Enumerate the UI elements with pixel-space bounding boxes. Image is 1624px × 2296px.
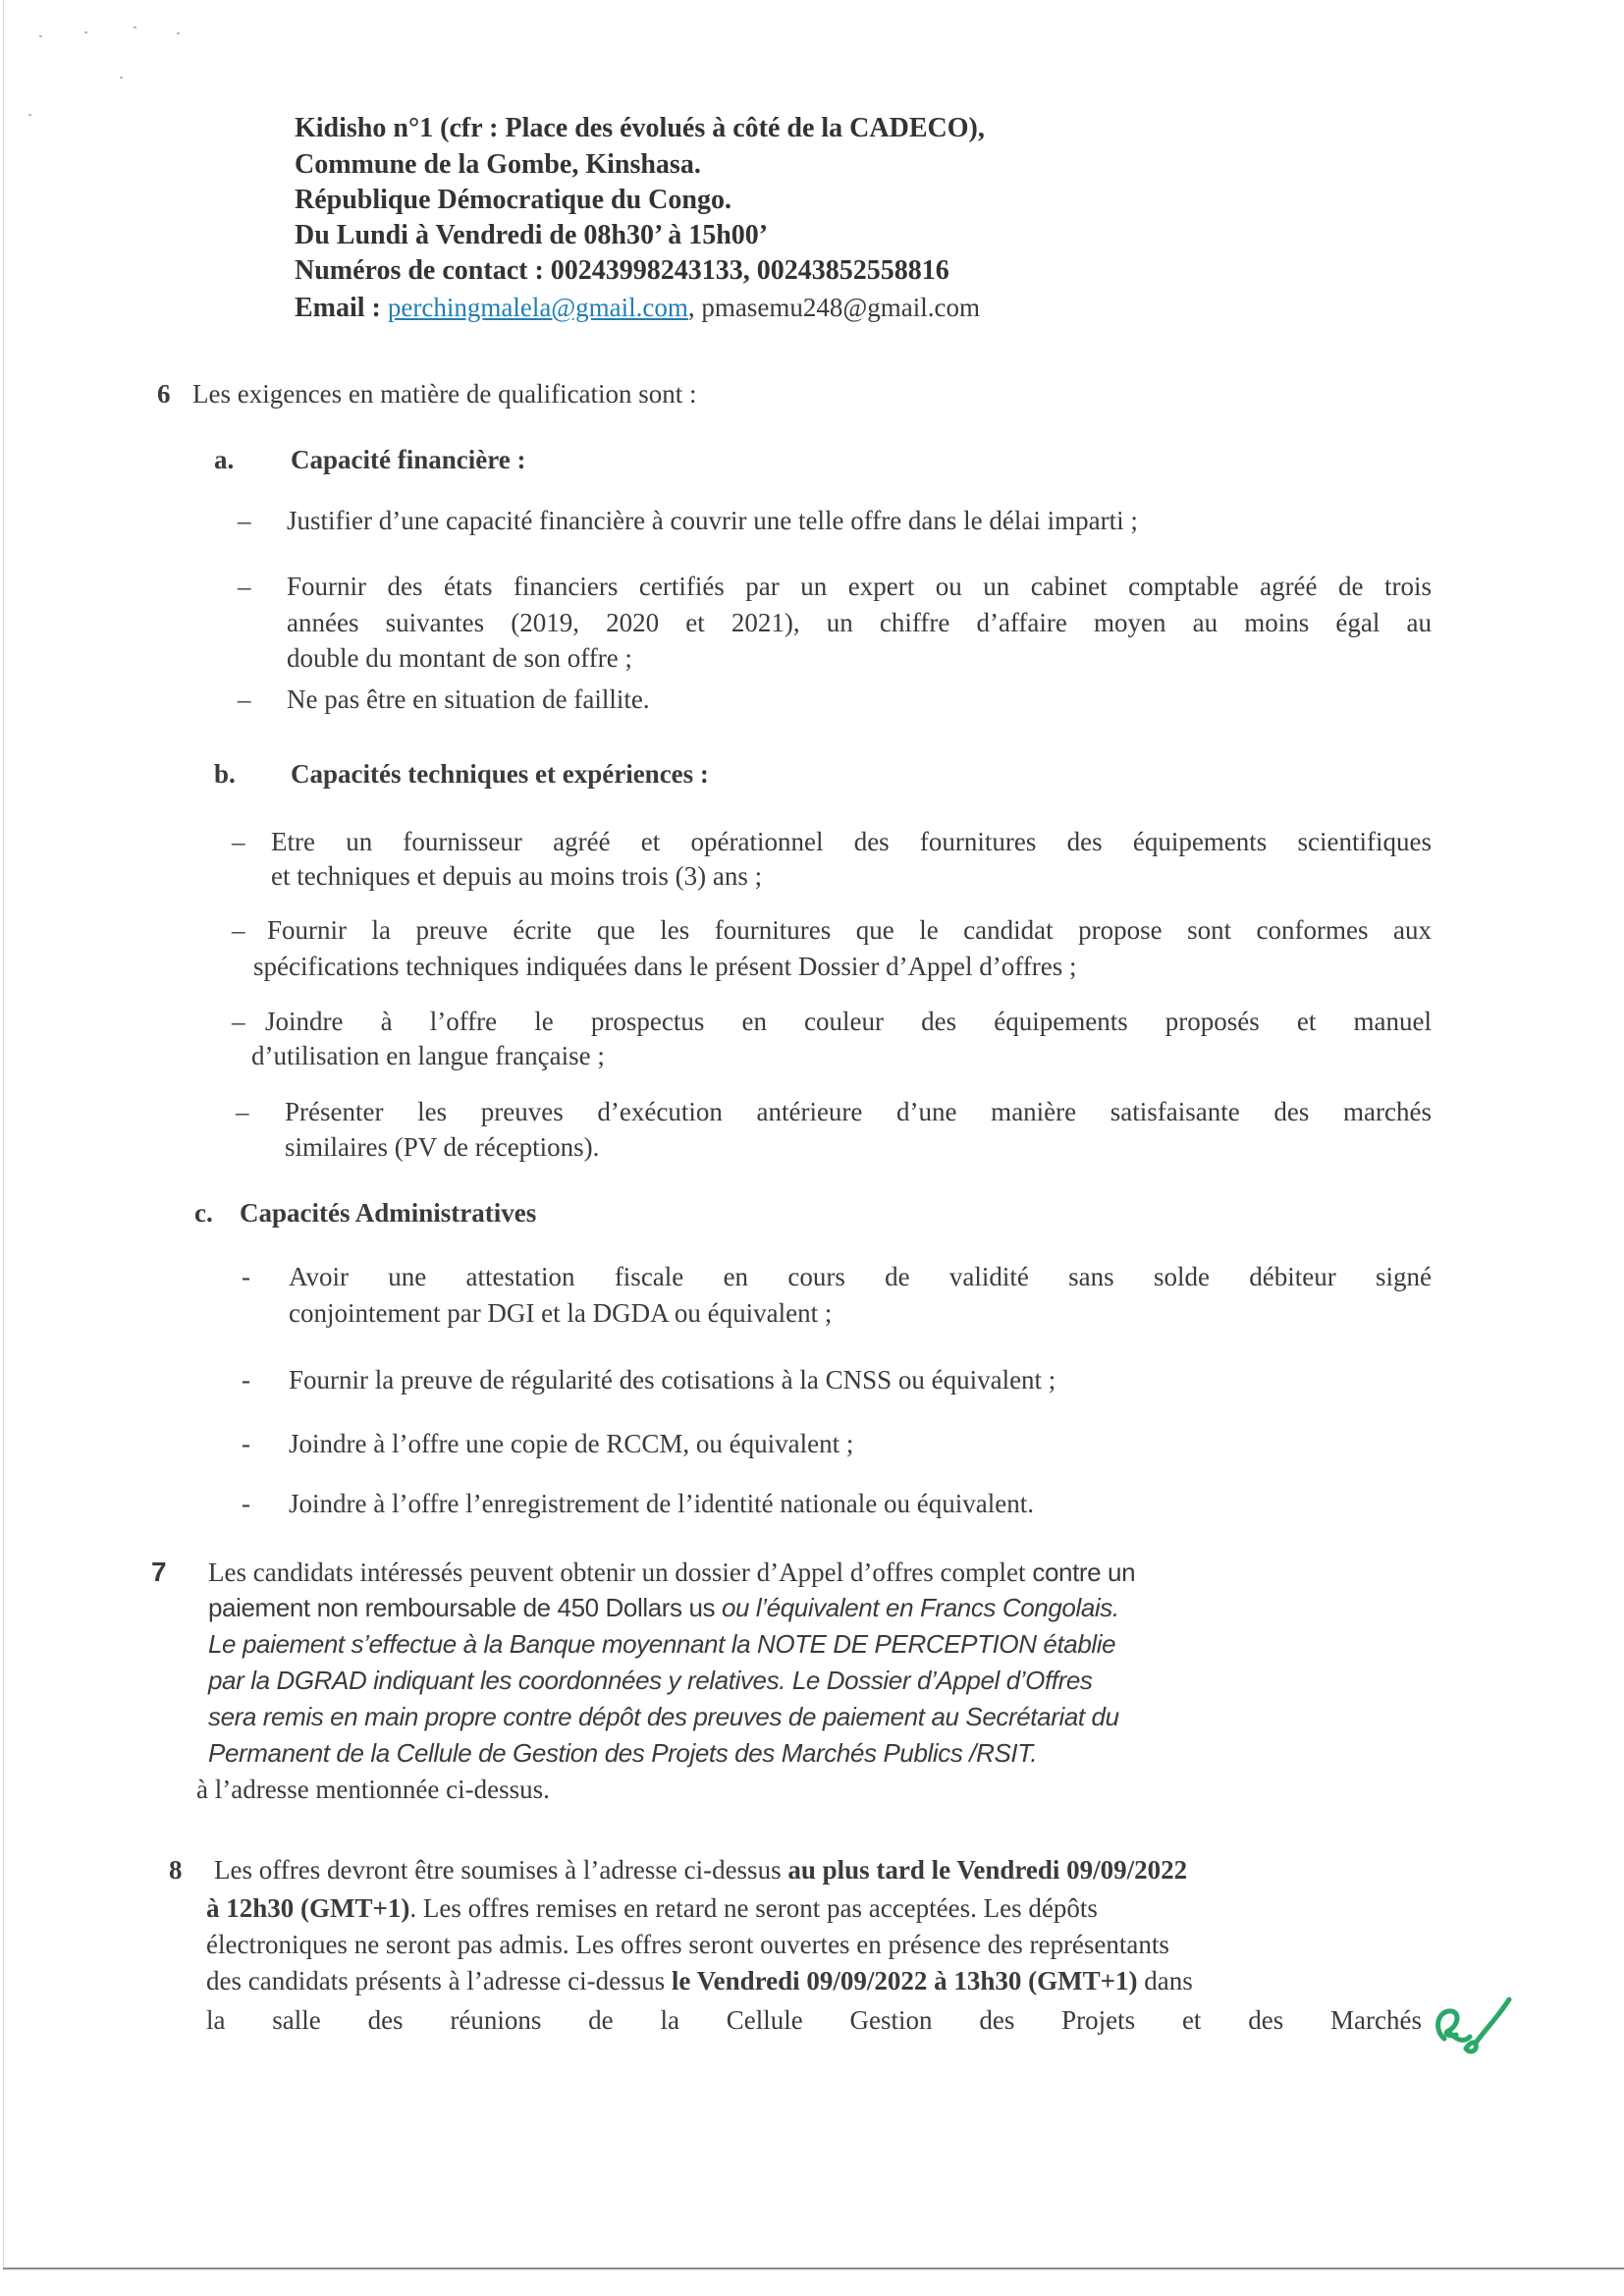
- section7-line: Le paiement s’effectue à la Banque moyennant la NOTE DE PERCEPTION établie: [208, 1629, 1116, 1659]
- bullet-text: Justifier d’une capacité financière à couvrir une telle offre dans le délai imparti ;: [287, 506, 1138, 535]
- bullet-text: Joindre à l’offre le prospectus en couleur des équipements proposés et manuel: [265, 1007, 1432, 1036]
- section8-text: des candidats présents à l’adresse ci-dessus: [206, 1966, 672, 1995]
- bullet-text: Avoir une attestation fiscale en cours de validité sans solde débiteur signé: [289, 1262, 1432, 1291]
- scan-speck: [120, 77, 123, 79]
- section-intro: Les exigences en matière de qualification sont :: [192, 379, 697, 409]
- office-hours: Du Lundi à Vendredi de 08h30’ à 15h00’: [295, 220, 769, 250]
- address-line: Kidisho n°1 (cfr : Place des évolués à côté de la CADECO),: [295, 113, 985, 143]
- section7-line: sera remis en main propre contre dépôt des preuves de paiement au Secrétariat du: [208, 1702, 1119, 1731]
- scan-speck: [39, 35, 42, 37]
- section7-text: Les candidats intéressés peuvent obtenir un dossier d’Appel d’offres complet: [208, 1558, 1026, 1587]
- section8-line: la salle des réunions de la Cellule Gestion des Projets et des Marchés: [206, 2005, 1422, 2035]
- scan-speck: [84, 31, 87, 33]
- bullet-dash: -: [242, 1262, 250, 1291]
- submission-deadline: au plus tard le Vendredi 09/09/2022: [787, 1855, 1188, 1885]
- bullet-text: Fournir des états financiers certifiés par un expert ou un cabinet comptable agréé de trois: [287, 572, 1432, 601]
- bullet-dash: –: [238, 506, 251, 535]
- bullet-dash: –: [238, 572, 251, 601]
- section7-line: [208, 1591, 1119, 1624]
- subsection-title-administrative: Capacités Administratives: [240, 1198, 537, 1228]
- bullet-text: Fournir la preuve écrite que les fournitures que le candidat propose sont conformes aux: [267, 915, 1432, 945]
- signature-initials-icon: [1427, 1992, 1515, 2060]
- bullet-dash: –: [236, 1097, 249, 1126]
- section8-text: . Les offres remises en retard ne seront pas acceptées. Les dépôts: [409, 1893, 1098, 1923]
- section8-text: Les offres devront être soumises à l’adresse ci-dessus: [214, 1855, 788, 1885]
- bullet-text: conjointement par DGI et la DGDA ou équivalent ;: [289, 1298, 833, 1328]
- section7-text: ou l’équivalent en Francs Congolais.: [721, 1593, 1119, 1622]
- subsection-title-financial: Capacité financière :: [291, 445, 526, 474]
- submission-time: à 12h30 (GMT+1): [206, 1893, 410, 1923]
- address-line: République Démocratique du Congo.: [295, 185, 731, 215]
- bullet-text: et techniques et depuis au moins trois (3) ans ;: [271, 861, 763, 891]
- bullet-text: Ne pas être en situation de faillite.: [287, 684, 650, 714]
- section8-line: [214, 1853, 1187, 1886]
- section7-line: à l’adresse mentionnée ci-dessus.: [196, 1775, 550, 1804]
- email-line: [295, 291, 980, 325]
- email-label: Email :: [295, 293, 388, 323]
- bullet-text: Fournir la preuve de régularité des cotisations à la CNSS ou équivalent ;: [289, 1365, 1056, 1394]
- email-secondary: pmasemu248@gmail.com: [701, 293, 980, 322]
- subsection-letter: a.: [214, 445, 235, 474]
- bullet-dash: -: [242, 1429, 250, 1458]
- opening-date: le Vendredi 09/09/2022 à 13h30 (GMT+1): [671, 1966, 1138, 1995]
- page-border-bottom: [3, 2268, 1624, 2269]
- email-separator: ,: [687, 293, 702, 322]
- address-line: Commune de la Gombe, Kinshasa.: [295, 149, 701, 180]
- scan-speck: [177, 32, 180, 34]
- bullet-dash: –: [232, 827, 245, 856]
- section-number: 6: [157, 379, 171, 409]
- subsection-letter: b.: [214, 759, 236, 789]
- bullet-text: Etre un fournisseur agréé et opérationnel des fournitures des équipements scientifiques: [271, 827, 1432, 856]
- section7-text: contre un: [1025, 1558, 1136, 1587]
- bullet-dash: -: [242, 1365, 250, 1394]
- email-link-primary[interactable]: perchingmalela@gmail.com: [387, 293, 688, 322]
- bullet-dash: –: [232, 1007, 245, 1036]
- bullet-dash: –: [238, 684, 251, 714]
- page-border-left: [3, 0, 4, 2268]
- section8-line: [206, 1964, 1193, 1997]
- bullet-text: similaires (PV de réceptions).: [285, 1132, 600, 1162]
- bullet-dash: -: [242, 1489, 250, 1518]
- section8-text: dans: [1137, 1966, 1193, 1995]
- bullet-text: années suivantes (2019, 2020 et 2021), un chiffre d’affaire moyen au moins égal au: [287, 608, 1432, 637]
- contact-numbers: Numéros de contact : 00243998243133, 00243852558816: [295, 255, 949, 286]
- bullet-dash: –: [232, 915, 245, 945]
- bullet-text: Joindre à l’offre l’enregistrement de l’identité nationale ou équivalent.: [289, 1489, 1034, 1518]
- section-number: 8: [169, 1855, 183, 1885]
- bullet-text: Joindre à l’offre une copie de RCCM, ou équivalent ;: [289, 1429, 854, 1458]
- subsection-letter: c.: [194, 1198, 213, 1228]
- bullet-text: spécifications techniques indiquées dans le présent Dossier d’Appel d’offres ;: [253, 952, 1077, 981]
- section8-line: électroniques ne seront pas admis. Les offres seront ouvertes en présence des représentants: [206, 1930, 1169, 1959]
- section-number: 7: [151, 1557, 167, 1587]
- subsection-title-technical: Capacités techniques et expériences :: [291, 759, 709, 789]
- bullet-text: double du montant de son offre ;: [287, 643, 632, 673]
- section8-line: [206, 1891, 1098, 1925]
- bullet-text: d’utilisation en langue française ;: [251, 1041, 605, 1070]
- bullet-text: Présenter les preuves d’exécution antérieure d’une manière satisfaisante des marchés: [285, 1097, 1432, 1126]
- section7-line: par la DGRAD indiquant les coordonnées y relatives. Le Dossier d’Appel d’Offres: [208, 1666, 1093, 1695]
- section7-line: Permanent de la Cellule de Gestion des Projets des Marchés Publics /RSIT.: [208, 1738, 1038, 1768]
- section7-text: paiement non remboursable de 450 Dollars us: [208, 1593, 722, 1622]
- scan-speck: [134, 27, 136, 28]
- section7-line: [208, 1556, 1432, 1589]
- scan-speck: [28, 114, 31, 116]
